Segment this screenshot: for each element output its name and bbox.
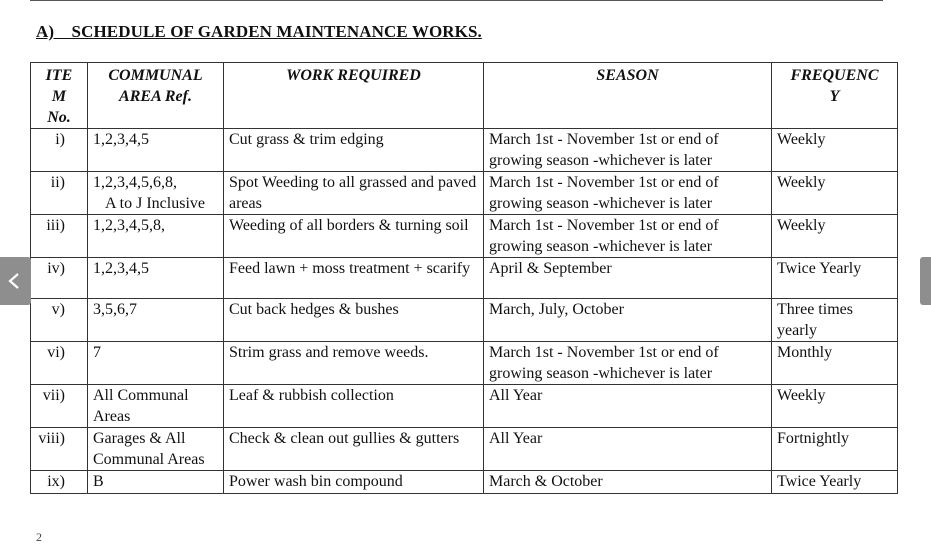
table-header-row [31,63,898,129]
cell-season: March 1st - November 1st or end of growing season -whichever is later [484,342,772,385]
header-communal-area: COMMUNAL AREA Ref. [88,63,224,129]
cell-item-no: vii) [31,385,88,428]
table-row [31,172,898,215]
table-row [31,299,898,342]
cell-season: March 1st - November 1st or end of growing season -whichever is later [484,129,772,172]
cell-work-required: Strim grass and remove weeds. [224,342,484,385]
table-row [31,129,898,172]
cell-work-required: Feed lawn + moss treatment + scarify [224,258,484,299]
header-item-no: ITE M No. [31,63,88,129]
cell-communal-area: 1,2,3,4,5,6,8, A to J Inclusive [88,172,224,215]
cell-communal-area: B [88,471,224,494]
cell-frequency: Twice Yearly [772,258,898,299]
cell-season: All Year [484,428,772,471]
table-row [31,342,898,385]
header-work-required: WORK REQUIRED [224,63,484,129]
cell-season: March & October [484,471,772,494]
table-row [31,428,898,471]
cell-work-required: Power wash bin compound [224,471,484,494]
cell-communal-area: 1,2,3,4,5 [88,258,224,299]
header-frequency: FREQUENC Y [772,63,898,129]
cell-item-no: viii) [31,428,88,471]
cell-frequency: Weekly [772,385,898,428]
cell-communal-area: All Communal Areas [88,385,224,428]
cell-communal-area: Garages & All Communal Areas [88,428,224,471]
previous-page-button[interactable] [0,257,31,305]
table-row [31,258,898,299]
cell-season: All Year [484,385,772,428]
cell-communal-area: 1,2,3,4,5,8, [88,215,224,258]
cell-communal-area: 3,5,6,7 [88,299,224,342]
cell-season: March, July, October [484,299,772,342]
cell-item-no: iii) [31,215,88,258]
page-heading: A) SCHEDULE OF GARDEN MAINTENANCE WORKS. [36,22,482,41]
cell-season: March 1st - November 1st or end of growing season -whichever is later [484,172,772,215]
cell-frequency: Fortnightly [772,428,898,471]
cell-work-required: Weeding of all borders & turning soil [224,215,484,258]
cell-communal-area: 7 [88,342,224,385]
table-row [31,471,898,494]
cell-work-required: Cut grass & trim edging [224,129,484,172]
cell-item-no: vi) [31,342,88,385]
chevron-left-icon [6,271,22,291]
table-row [31,385,898,428]
cell-work-required: Leaf & rubbish collection [224,385,484,428]
cell-frequency: Weekly [772,129,898,172]
cell-season: March 1st - November 1st or end of growing season -whichever is later [484,215,772,258]
table-row [31,215,898,258]
page-number: 2 [36,530,42,544]
header-season: SEASON [484,63,772,129]
cell-frequency: Twice Yearly [772,471,898,494]
cell-frequency: Weekly [772,215,898,258]
cell-communal-area: 1,2,3,4,5 [88,129,224,172]
cell-frequency: Three times yearly [772,299,898,342]
cell-item-no: v) [31,299,88,342]
cell-season: April & September [484,258,772,299]
cell-frequency: Monthly [772,342,898,385]
cell-work-required: Spot Weeding to all grassed and paved areas [224,172,484,215]
cell-frequency: Weekly [772,172,898,215]
top-rule [30,0,883,1]
maintenance-schedule-table [30,62,898,494]
next-page-button[interactable] [920,257,931,305]
cell-work-required: Cut back hedges & bushes [224,299,484,342]
cell-item-no: i) [31,129,88,172]
cell-item-no: iv) [31,258,88,299]
cell-work-required: Check & clean out gullies & gutters [224,428,484,471]
cell-item-no: ix) [31,471,88,494]
cell-item-no: ii) [31,172,88,215]
